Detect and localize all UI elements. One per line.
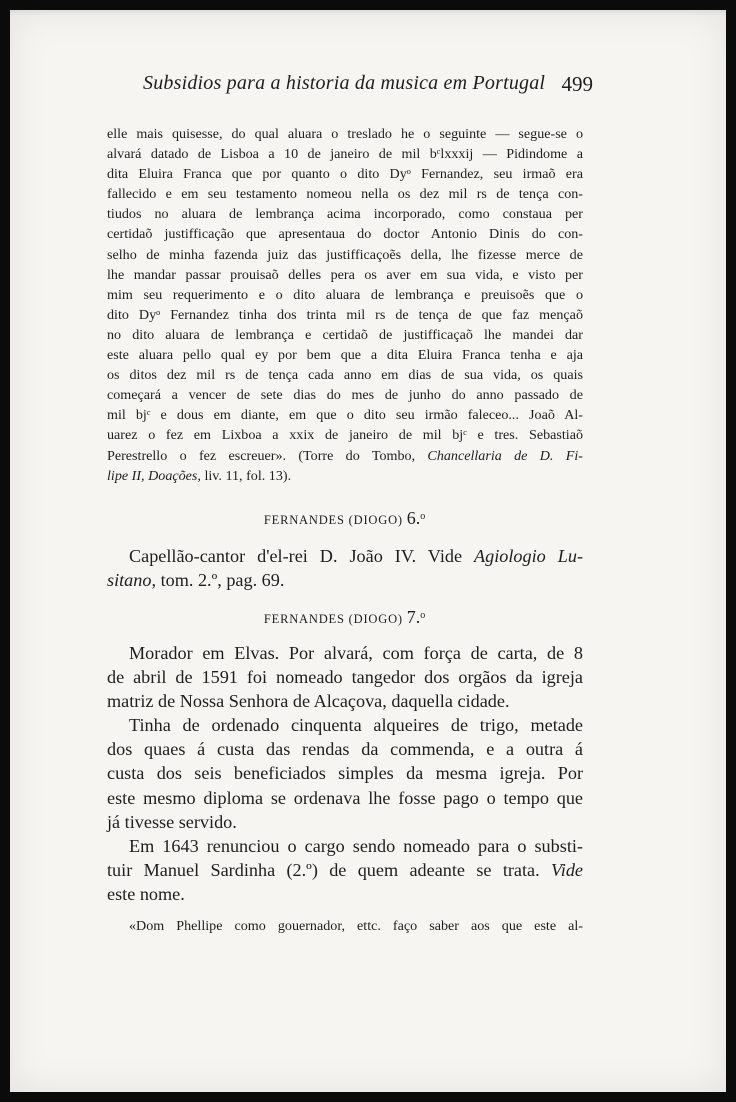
text-line: uarez o fez em Lixboa a xxix de janeiro de mil bjᶜ e tres. Sebastiaõ	[107, 427, 583, 444]
text-plain: tom. 2.º, pag. 69.	[156, 570, 285, 591]
text-line: os ditos dez mil rs de tença cada anno em dias de sua vida, os quais	[107, 367, 583, 384]
text-line: este mesmo diploma se ordenava lhe fosse pago o tempo que	[107, 787, 583, 808]
heading-number: 6.	[406, 508, 421, 528]
text-line: este aluara pello qual ey por bem que a dita Eluira Franca tenha e aja	[107, 347, 583, 364]
heading-ordinal: o	[420, 609, 427, 621]
text-plain: Capellão-cantor d'el-rei D. João IV. Vide	[129, 546, 475, 566]
text-line: dita Eluira Franca que por quanto o dito Dyᵒ Fernandez, seu irmaõ era	[107, 166, 583, 183]
text-line: dos quaes á custa das rendas da commenda, e a outra á	[107, 739, 583, 760]
running-title: Subsidios para a historia da musica em Portugal	[143, 72, 546, 94]
entry-paragraph	[107, 544, 583, 592]
text-line: este nome.	[107, 884, 185, 905]
text-line: mil bjᶜ e dous em diante, em que o dito seu irmão faleceo... Joaõ Al-	[107, 407, 583, 424]
footnote	[107, 916, 583, 936]
text-line: Tinha de ordenado cinquenta alqueires de trigo, metade	[129, 715, 583, 735]
entry-paragraph	[107, 641, 583, 714]
citation-rest: liv. 11, fol. 13).	[200, 467, 292, 484]
text-line	[107, 858, 583, 882]
text-line: Em 1643 renunciou o cargo sendo nomeado para o substi-	[129, 836, 583, 856]
citation-plain: Perestrello o fez escreuer». (Torre do Tombo,	[107, 447, 428, 464]
text-plain: tuir Manuel Sardinha (2.º) de quem adeante se trata.	[107, 860, 552, 881]
text-italic: Vide	[551, 860, 583, 881]
heading-name: FERNANDES	[263, 612, 345, 626]
text-line	[107, 568, 583, 592]
text-line: matriz de Nossa Senhora de Alcaçova, daquella cidade.	[107, 691, 510, 712]
text-line-citation	[107, 446, 583, 466]
citation-italic: Chancellaria de D. Fi-	[427, 447, 584, 464]
entry-paragraph	[107, 834, 583, 907]
text-line: tiudos no aluara de lembrança acima incorporado, como constaua per	[107, 206, 583, 223]
heading-number: 7.	[406, 607, 421, 627]
page-number: 499	[561, 72, 593, 96]
text-line: selho de minha fazenda juiz das justifficaçoẽs della, lhe fizesse merce de	[107, 246, 583, 263]
heading-ordinal: o	[420, 510, 427, 522]
text-line: Morador em Elvas. Por alvará, com força de carta, de 8	[129, 643, 583, 663]
text-line	[107, 544, 583, 568]
text-line: fallecido e em seu testamento nomeou nella os dez mil rs de tença con-	[107, 186, 583, 203]
quoted-document-text	[107, 124, 583, 486]
heading-name: FERNANDES	[263, 513, 345, 527]
heading-paren: (DIOGO)	[348, 612, 403, 626]
text-italic: Agiologio Lu-	[474, 546, 584, 566]
text-line: começará a vencer de sete dias do mes de junho do anno passado de	[107, 387, 583, 404]
text-line-citation-end	[107, 466, 583, 486]
entry-paragraph	[107, 713, 583, 834]
text-line: no dito aluara de lembrança e certidaõ de justifficaçaõ lhe mandei dar	[107, 326, 583, 343]
page-top-shadow	[10, 10, 726, 16]
text-line: certidaõ justifficação que apresentaua do doctor Antonio Dinis do con-	[107, 226, 583, 243]
text-line: custa dos seis beneficiados simples da mesma igreja. Por	[107, 763, 583, 784]
text-line: dito Dyᵒ Fernandez tinha dos trinta mil rs de tença de que faz mençaõ	[107, 306, 583, 323]
text-italic: sitano,	[107, 570, 157, 591]
text-line: alvará datado de Lisboa a 10 de janeiro de mil bᶜlxxxij — Pidindome a	[107, 146, 583, 163]
entry-heading	[107, 508, 583, 529]
entry-heading	[107, 607, 583, 628]
page-header	[143, 72, 593, 102]
text-line: de abril de 1591 foi nomeado tangedor dos orgãos da igreja	[107, 667, 583, 688]
footnote-line: «Dom Phellipe como gouernador, ettc. faço saber aos que este al-	[129, 918, 583, 934]
heading-paren: (DIOGO)	[348, 513, 403, 527]
citation-italic-end: lipe II, Doações,	[107, 467, 201, 484]
text-line: mim seu requerimento e o dito aluara de lembrança e preuisoẽs que o	[107, 286, 583, 303]
text-line: já tivesse servido.	[107, 811, 237, 832]
text-line: lhe mandar passar prouisaõ delles pera os aver em sua vida, e visto per	[107, 266, 583, 283]
text-line: elle mais quisesse, do qual aluara o treslado he o seguinte — segue-se o	[107, 126, 583, 142]
